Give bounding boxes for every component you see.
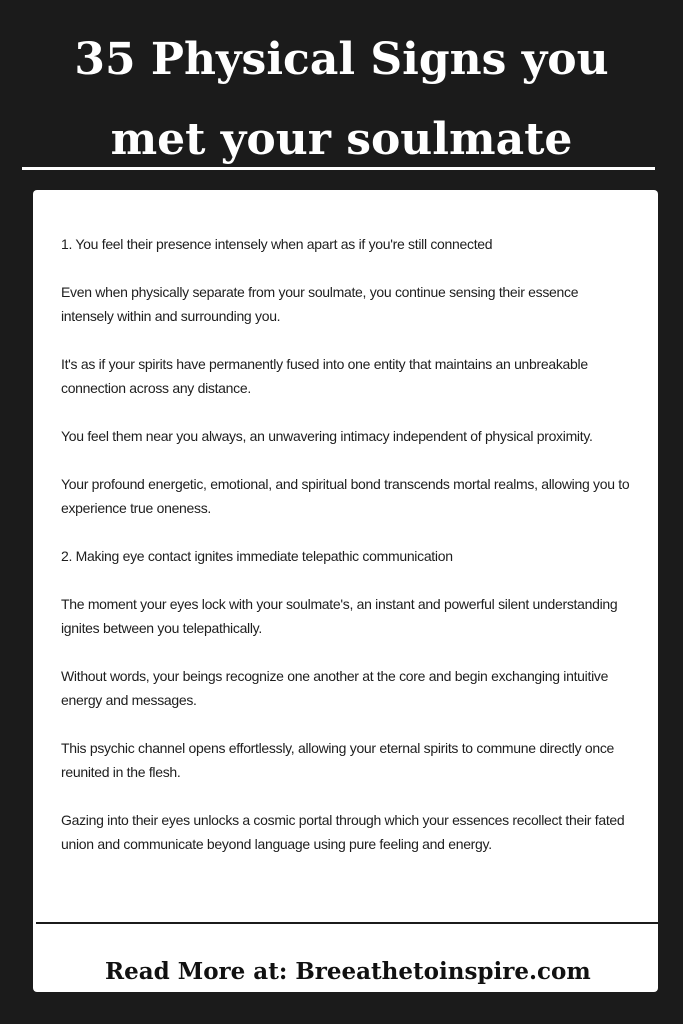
- page-title: [0, 20, 683, 180]
- article-body: [61, 232, 631, 880]
- heading-sign-2: 2. Making eye contact ignites immediate telepathic communication: [61, 548, 453, 564]
- title-divider: [22, 167, 655, 170]
- paragraph: You feel them near you always, an unwavering intimacy independent of physical proximity.: [61, 428, 593, 444]
- paragraph: Even when physically separate from your soulmate, you continue sensing their essence intensely within and surrounding you.: [61, 284, 579, 324]
- title-line-1: 35 Physical Signs you: [74, 34, 609, 85]
- heading-sign-1: 1. You feel their presence intensely when apart as if you're still connected: [61, 236, 493, 252]
- paragraph: The moment your eyes lock with your soulmate's, an instant and powerful silent understanding ignites between you telepathically.: [61, 596, 618, 636]
- footer-divider: [36, 922, 668, 924]
- title-line-2: met your soulmate: [110, 114, 573, 165]
- content-card: [33, 190, 658, 992]
- read-more-link[interactable]: Read More at: Breeathetoinspire.com: [105, 958, 591, 985]
- paragraph: This psychic channel opens effortlessly, allowing your eternal spirits to commune directly once reunited in the flesh.: [61, 740, 615, 780]
- paragraph: Your profound energetic, emotional, and spiritual bond transcends mortal realms, allowing you to experience true oneness.: [61, 476, 630, 516]
- paragraph: It's as if your spirits have permanently fused into one entity that maintains an unbreakable connection across any distance.: [61, 356, 588, 396]
- paragraph: Without words, your beings recognize one another at the core and begin exchanging intuitive energy and messages.: [61, 668, 609, 708]
- paragraph: Gazing into their eyes unlocks a cosmic portal through which your essences recollect their fated union and communicate beyond language using pure feeling and energy.: [61, 812, 625, 852]
